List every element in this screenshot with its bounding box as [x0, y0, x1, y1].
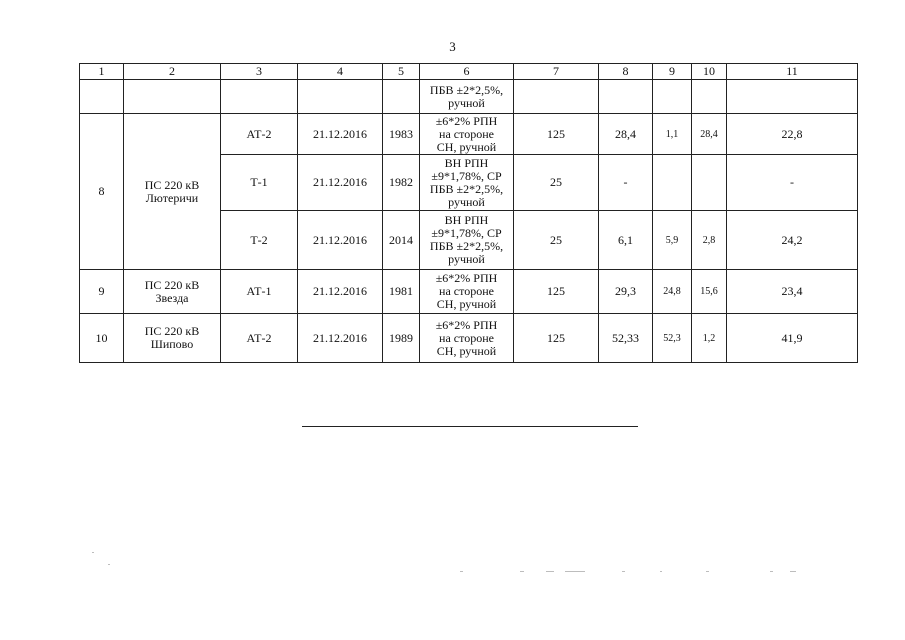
substation-line: ПС 220 кВ: [144, 277, 200, 292]
cell-empty: [298, 80, 383, 114]
cell-empty: [124, 80, 221, 114]
cell-year: 1989: [383, 314, 420, 363]
cell-col10: 1,2: [692, 314, 727, 363]
cell-col8: 52,33: [599, 314, 653, 363]
cell-empty: [599, 80, 653, 114]
cell-regulation: [420, 211, 514, 270]
regulation-line: ручной: [448, 95, 485, 110]
cell-equipment: АТ-2: [221, 314, 298, 363]
cell-power: 125: [514, 314, 599, 363]
cell-date: 21.12.2016: [298, 211, 383, 270]
regulation-line: ручной: [448, 252, 485, 266]
substation-line: ПС 220 кВ: [144, 324, 200, 338]
cell-substation: [124, 270, 221, 314]
regulation-line: ±6*2% РПН: [435, 317, 498, 332]
cell-col11: -: [727, 155, 858, 211]
scan-speck: [520, 571, 524, 572]
cell-power: 25: [514, 155, 599, 211]
header-cell: 2: [124, 64, 221, 80]
cell-empty: [692, 80, 727, 114]
scan-speck: [108, 564, 110, 565]
regulation-line: на стороне: [439, 330, 494, 345]
cell-power: 125: [514, 114, 599, 155]
regulation-line: ВН РПН: [444, 213, 489, 227]
header-cell: 10: [692, 64, 727, 80]
cell-equipment: Т-2: [221, 211, 298, 270]
cell-col9: 24,8: [653, 270, 692, 314]
cell-empty: [221, 80, 298, 114]
cell-col11: 41,9: [727, 314, 858, 363]
cell-regulation: [420, 155, 514, 211]
cell-regulation: [420, 314, 514, 363]
regulation-line: ±6*2% РПН: [435, 271, 498, 285]
cell-col8: 6,1: [599, 211, 653, 270]
regulation-line: ВН РПН: [444, 155, 489, 170]
substation-line: Шипово: [150, 337, 194, 351]
cell-col11: 24,2: [727, 211, 858, 270]
separator-line: [302, 426, 638, 427]
header-cell: 8: [599, 64, 653, 80]
header-cell: 3: [221, 64, 298, 80]
table-row-continuation: [80, 80, 858, 114]
scan-speck: [565, 571, 585, 572]
cell-equipment: АТ-1: [221, 270, 298, 314]
cell-power: 25: [514, 211, 599, 270]
header-row: [80, 64, 858, 80]
regulation-line: ПБВ ±2*2,5%,: [429, 239, 504, 253]
cell-col9: 5,9: [653, 211, 692, 270]
regulation-line: ±6*2% РПН: [435, 113, 498, 128]
cell-empty: [514, 80, 599, 114]
header-cell: 7: [514, 64, 599, 80]
regulation-line: ±9*1,78%, СР: [431, 168, 502, 183]
substation-line: Лютеричи: [145, 190, 199, 205]
cell-row-number: 8: [80, 114, 124, 270]
scan-speck: [546, 571, 554, 572]
cell-equipment: Т-1: [221, 155, 298, 211]
regulation-line: ПБВ ±2*2,5%,: [429, 181, 504, 196]
regulation-line: на стороне: [439, 284, 494, 298]
substation-line: Звезда: [155, 290, 189, 305]
cell-date: 21.12.2016: [298, 114, 383, 155]
regulation-line: ПБВ ±2*2,5%,: [429, 82, 504, 97]
page-number: 3: [449, 39, 456, 54]
equipment-table: [79, 63, 858, 363]
cell-col10: 28,4: [692, 114, 727, 155]
cell-year: 1983: [383, 114, 420, 155]
cell-substation: [124, 114, 221, 270]
regulation-line: ±9*1,78%, СР: [431, 226, 502, 240]
cell-empty: [727, 80, 858, 114]
scan-speck: [770, 571, 773, 572]
header-cell: 1: [80, 64, 124, 80]
cell-col11: 22,8: [727, 114, 858, 155]
cell-row-number: 10: [80, 314, 124, 363]
cell-year: 2014: [383, 211, 420, 270]
regulation-line: СН, ручной: [436, 343, 497, 358]
cell-row-number: 9: [80, 270, 124, 314]
scan-speck: [660, 571, 662, 572]
cell-col8: 29,3: [599, 270, 653, 314]
cell-col10: [692, 155, 727, 211]
cell-date: 21.12.2016: [298, 155, 383, 211]
cell-year: 1981: [383, 270, 420, 314]
cell-equipment: АТ-2: [221, 114, 298, 155]
cell-regulation: [420, 80, 514, 114]
scan-speck: [622, 571, 625, 572]
cell-empty: [80, 80, 124, 114]
cell-col9: 52,3: [653, 314, 692, 363]
regulation-line: ручной: [448, 194, 485, 209]
cell-col9: 1,1: [653, 114, 692, 155]
cell-regulation: [420, 270, 514, 314]
cell-col11: 23,4: [727, 270, 858, 314]
cell-substation: [124, 314, 221, 363]
cell-year: 1982: [383, 155, 420, 211]
cell-col8: 28,4: [599, 114, 653, 155]
cell-date: 21.12.2016: [298, 314, 383, 363]
regulation-line: СН, ручной: [436, 297, 497, 311]
header-cell: 9: [653, 64, 692, 80]
scan-speck: [790, 571, 796, 572]
table-row: [80, 270, 858, 314]
substation-line: ПС 220 кВ: [144, 177, 200, 192]
cell-col10: 2,8: [692, 211, 727, 270]
header-cell: 4: [298, 64, 383, 80]
regulation-line: на стороне: [439, 126, 494, 141]
scan-speck: [460, 571, 463, 572]
cell-col8: -: [599, 155, 653, 211]
regulation-line: СН, ручной: [436, 139, 497, 154]
table-row: [80, 114, 858, 155]
table-row: [80, 314, 858, 363]
header-cell: 5: [383, 64, 420, 80]
header-cell: 11: [727, 64, 858, 80]
cell-date: 21.12.2016: [298, 270, 383, 314]
scan-speck: [706, 571, 709, 572]
cell-empty: [383, 80, 420, 114]
header-cell: 6: [420, 64, 514, 80]
cell-regulation: [420, 114, 514, 155]
cell-empty: [653, 80, 692, 114]
cell-col10: 15,6: [692, 270, 727, 314]
cell-col9: [653, 155, 692, 211]
scan-speck: [92, 552, 94, 553]
cell-power: 125: [514, 270, 599, 314]
